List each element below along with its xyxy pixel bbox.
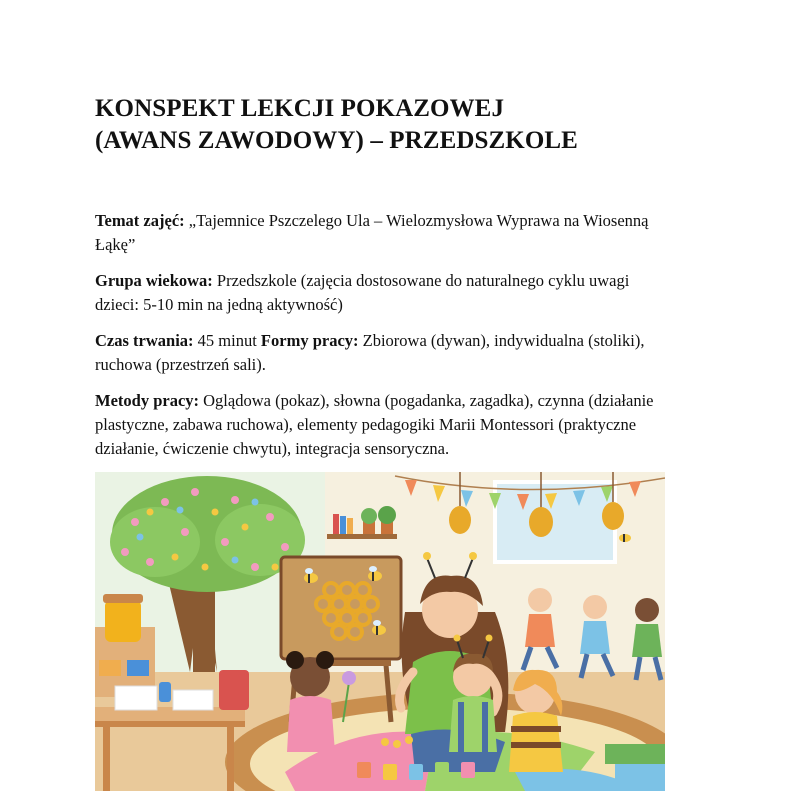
title-line-2: (AWANS ZAWODOWY) – PRZEDSZKOLE [95,127,578,154]
field-value-2: Zbiorowa (dywan), indywidualna (stoliki), ruchowa (przestrzeń sali). [95,331,645,374]
field-value: Przedszkole (zajęcia dostosowane do naturalnego cyklu uwagi dzieci: 5-10 min na jedną aktywność) [95,271,630,314]
field-methods [95,389,665,461]
field-label-2: Formy pracy: [260,331,359,350]
field-duration-forms [95,329,665,377]
field-label: Grupa wiekowa: [95,271,213,290]
field-label: Temat zajęć: [95,211,185,230]
field-value: Oglądowa (pokaz), słowna (pogadanka, zagadka), czynna (działanie plastyczne, zabawa ruchowa), elementy pedagogiki Marii Montessori (praktyczne działanie, ćwiczenie chwytu), integracja sensoryczna. [95,391,654,458]
field-value: 45 minut [193,331,261,350]
document-body [95,209,665,473]
field-label: Czas trwania: [95,331,194,350]
field-age-group [95,269,665,317]
field-label: Metody pracy: [95,391,200,410]
document-title [95,93,715,157]
classroom-illustration [95,472,665,791]
field-value: „Tajemnice Pszczelego Ula – Wielozmysłowa Wyprawa na Wiosenną Łąkę” [95,211,649,254]
child-figure [509,670,563,772]
title-line-1: KONSPEKT LEKCJI POKAZOWEJ [95,95,505,122]
field-topic [95,209,665,257]
